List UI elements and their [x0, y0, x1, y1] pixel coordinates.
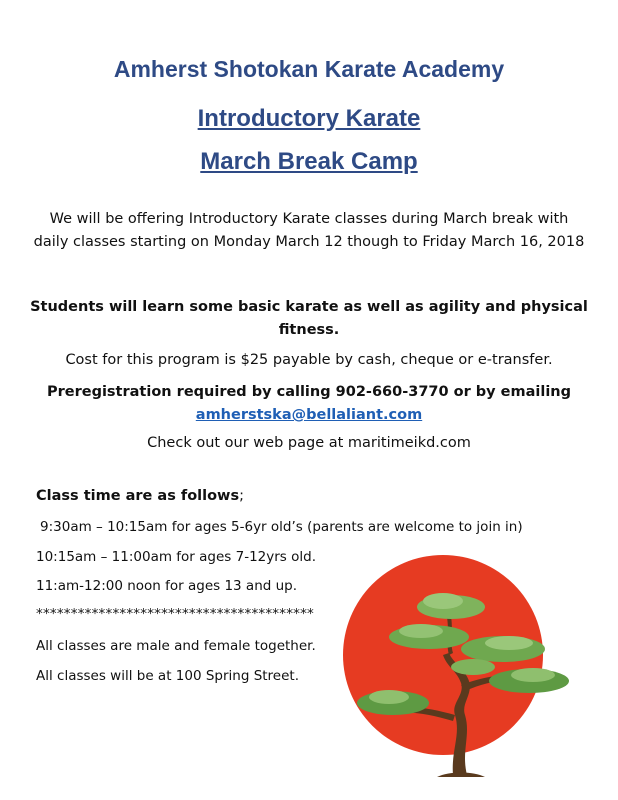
email-link[interactable]: amherstska@bellaliant.com	[195, 407, 423, 423]
intro-paragraph: We will be offering Introductory Karate classes during March break with daily classes starting on Monday March 12 though to Friday March 16, 2018	[33, 211, 585, 250]
learn-paragraph: Students will learn some basic karate as well as agility and physical fitness.	[30, 299, 588, 338]
note-line-1: All classes are male and female together.	[36, 638, 316, 654]
academy-title: Amherst Shotokan Karate Academy	[113, 56, 505, 82]
preregistration-paragraph	[30, 381, 588, 427]
schedule-heading-text: Class time are as follows	[36, 488, 240, 504]
cost-paragraph: Cost for this program is $25 payable by cash, cheque or e-transfer.	[65, 352, 553, 368]
schedule-line-2: 10:15am – 11:00am for ages 7-12yrs old.	[36, 549, 316, 565]
separator-line: ****************************************	[36, 606, 314, 622]
web-page-paragraph: Check out our web page at maritimeikd.com	[147, 435, 471, 451]
note-line-2: All classes will be at 100 Spring Street.	[36, 668, 300, 684]
preregistration-text: Preregistration required by calling 902-660-3770 or by emailing	[46, 384, 572, 400]
camp-title-line-1: Introductory Karate	[197, 105, 421, 132]
schedule-line-1: 9:30am – 10:15am for ages 5-6yr old’s (parents are welcome to join in)	[40, 519, 523, 535]
schedule-line-3: 11:am-12:00 noon for ages 13 and up.	[36, 578, 298, 594]
schedule-heading	[36, 488, 244, 504]
camp-title-line-2: March Break Camp	[200, 148, 418, 175]
schedule-heading-punct: ;	[239, 488, 244, 504]
rising-sun-bonsai-illustration	[333, 545, 583, 790]
